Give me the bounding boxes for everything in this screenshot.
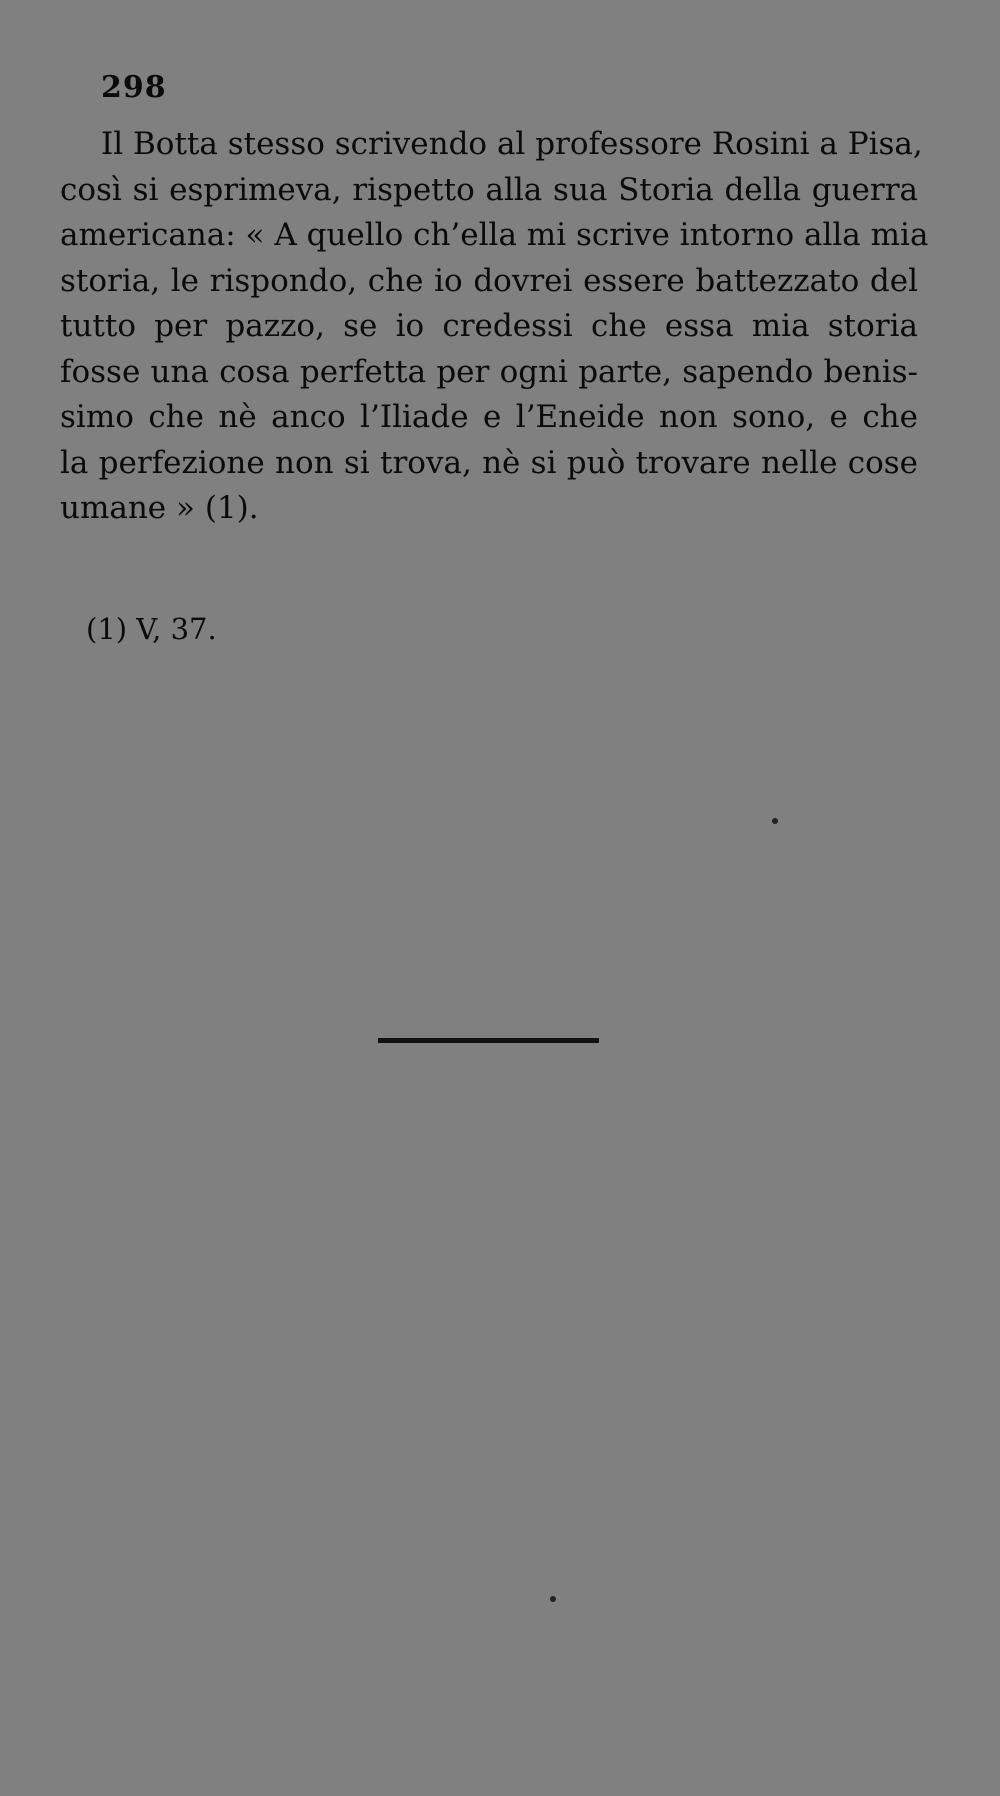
page-number: 298 [101, 70, 167, 105]
ink-speck [772, 818, 778, 824]
footnote: (1) V, 37. [86, 612, 217, 646]
text-line: così si esprimeva, rispetto alla sua Storia della guerra [60, 171, 918, 208]
text-line: storia, le rispondo, che io dovrei essere battezzato del [60, 262, 918, 299]
body-paragraph [60, 122, 929, 532]
text-line: Il Botta stesso scrivendo al professore Rosini a Pisa, [101, 126, 923, 162]
ink-speck [550, 1596, 556, 1602]
text-line: la perfezione non si trova, nè si può trovare nelle cose [60, 444, 918, 481]
text-line: tutto per pazzo, se io credessi che essa mia storia [60, 308, 918, 344]
end-rule [378, 1038, 599, 1043]
text-line: americana: « A quello ch’ella mi scrive intorno alla mia [60, 217, 929, 253]
text-line: simo che nè anco l’Iliade e l’Eneide non sono, e che [60, 399, 918, 435]
text-line: fosse una cosa perfetta per ogni parte, sapendo benis- [60, 353, 918, 390]
text-line: umane » (1). [60, 490, 259, 526]
